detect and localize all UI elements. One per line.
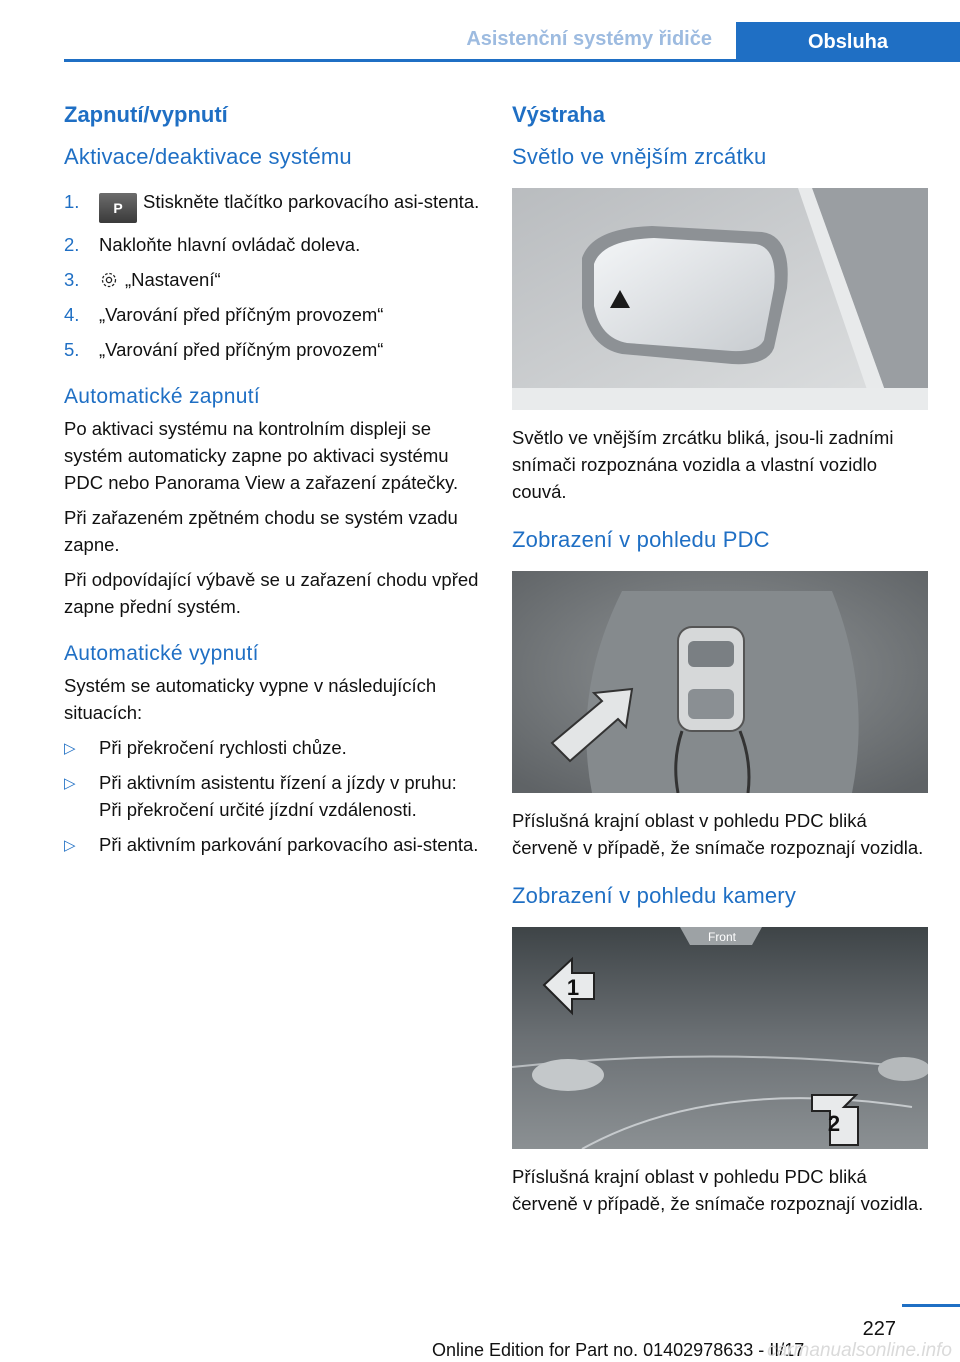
bullet-triangle-icon: ▷ <box>64 740 76 757</box>
step-number: 3. <box>64 269 80 290</box>
paragraph: Při odpovídající výbavě se u zařazení chodu vpřed zapne přední systém. <box>64 569 479 617</box>
section-title: Zapnutí/vypnutí <box>64 102 228 127</box>
header-chapter: Asistenční systémy řidiče <box>466 28 712 50</box>
left-column <box>64 96 484 866</box>
step-text: „Varování před příčným provozem“ <box>99 339 384 360</box>
pdc-title: Zobrazení v pohledu PDC <box>512 527 770 552</box>
parking-assistant-button-icon: P <box>99 193 137 223</box>
section-title: Výstraha <box>512 102 605 127</box>
step-text: Stiskněte tlačítko parkovacího asi-stenta. <box>143 191 480 212</box>
list-item <box>64 266 484 293</box>
steps-list <box>64 188 484 363</box>
mirror-photo <box>512 188 928 410</box>
camera-title: Zobrazení v pohledu kamery <box>512 883 797 908</box>
edition-line: Online Edition for Part no. 01402978633 - II/17 <box>432 1340 805 1360</box>
paragraph: Příslušná krajní oblast v pohledu PDC bliká červeně v případě, že snímače rozpoznají vozidla. <box>512 810 924 858</box>
paragraph: Po aktivaci systému na kontrolním displeji se systém automaticky zapne po aktivaci systému PDC nebo Panorama View a zařazení zpátečky. <box>64 418 459 493</box>
page-number: 227 <box>862 1318 896 1340</box>
paragraph: Příslušná krajní oblast v pohledu PDC bliká červeně v případě, že snímače rozpoznají vozidla. <box>512 1166 924 1214</box>
list-item <box>64 231 484 258</box>
right-column <box>512 96 928 1225</box>
paragraph: Systém se automaticky vypne v následujících situacích: <box>64 675 437 723</box>
paragraph: Světlo ve vnějším zrcátku bliká, jsou-li zadními snímači rozpoznána vozidla a vlastní vozidlo couvá. <box>512 427 894 502</box>
subsection-title: Aktivace/deaktivace systému <box>64 144 352 169</box>
step-text: „Nastavení“ <box>125 269 221 290</box>
step-text: „Varování před příčným provozem“ <box>99 304 384 325</box>
header-tab: Obsluha <box>736 22 960 62</box>
watermark: carmanualsonline.info <box>767 1340 952 1361</box>
footer-rule <box>902 1304 960 1307</box>
bullet-text: Při aktivním asistentu řízení a jízdy v pruhu: Při překročení určité jízdní vzdálenosti. <box>99 772 457 820</box>
step-number: 1. <box>64 191 80 212</box>
list-item <box>64 769 484 823</box>
front-label: Front <box>707 930 737 944</box>
pdc-view-image <box>512 571 928 793</box>
list-item <box>64 734 484 761</box>
auto-on-title: Automatické zapnutí <box>64 385 260 408</box>
list-item <box>64 188 484 223</box>
header-rule <box>64 59 960 62</box>
gear-icon <box>99 270 119 290</box>
bullet-list <box>64 734 484 858</box>
step-text: Nakloňte hlavní ovládač doleva. <box>99 234 361 255</box>
list-item <box>64 831 484 858</box>
step-number: 5. <box>64 339 80 360</box>
step-number: 4. <box>64 304 80 325</box>
bullet-triangle-icon: ▷ <box>64 837 76 854</box>
paragraph: Při zařazeném zpětném chodu se systém vzadu zapne. <box>64 507 458 555</box>
marker-1: 1 <box>566 975 580 1000</box>
step-number: 2. <box>64 234 80 255</box>
bullet-text: Při překročení rychlosti chůze. <box>99 737 347 758</box>
list-item <box>64 336 484 363</box>
list-item <box>64 301 484 328</box>
bullet-text: Při aktivním parkování parkovacího asi-stenta. <box>99 834 479 855</box>
mirror-title: Světlo ve vnějším zrcátku <box>512 144 767 169</box>
bullet-triangle-icon: ▷ <box>64 775 76 792</box>
auto-off-title: Automatické vypnutí <box>64 642 259 665</box>
marker-2: 2 <box>827 1111 841 1136</box>
camera-view-image <box>512 927 928 1149</box>
